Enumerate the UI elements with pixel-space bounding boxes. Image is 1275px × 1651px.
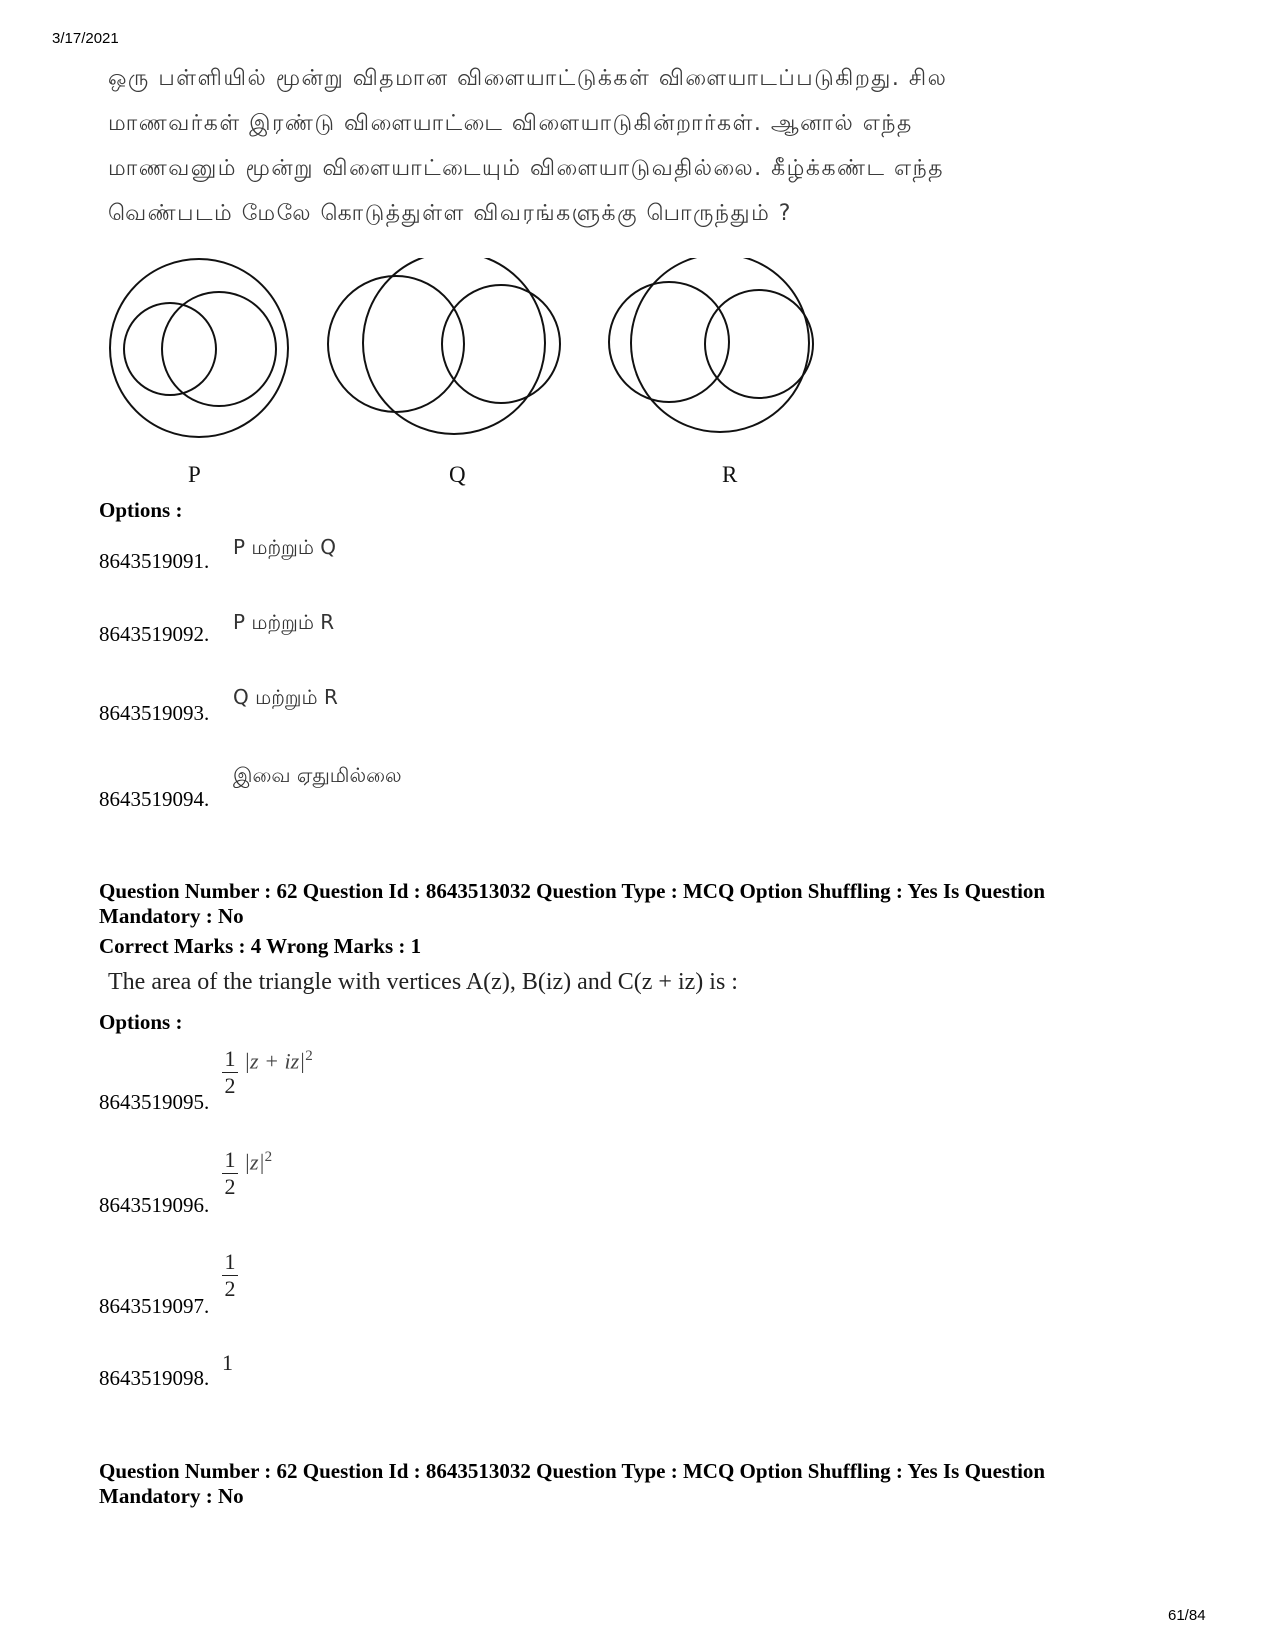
option-id: 8643519092. <box>99 622 210 646</box>
venn-r <box>609 258 813 432</box>
venn-diagrams <box>108 258 828 508</box>
venn-label-r: R <box>722 462 738 487</box>
venn-p <box>110 259 288 437</box>
option-text: Q மற்றும் R <box>233 685 338 709</box>
option-math <box>222 1249 238 1302</box>
next-question-header-line-1: Question Number : 62 Question Id : 8643513032 Question Type : MCQ Option Shuffling : Yes Is Question <box>99 1459 1046 1483</box>
options-label: Options : <box>99 498 183 522</box>
option-id: 8643519097. <box>99 1294 210 1318</box>
venn-label-p: P <box>188 462 201 487</box>
option-id: 8643519093. <box>99 701 210 725</box>
marks-info: Correct Marks : 4 Wrong Marks : 1 <box>99 934 422 958</box>
option-math: $\frac{1}{2}$ $|z|^2$ <box>222 1147 272 1200</box>
option-text: P மற்றும் R <box>233 610 335 634</box>
question-text: The area of the triangle with vertices A(z), B(iz) and C(z + iz) is : <box>108 969 738 995</box>
option-id: 8643519098. <box>99 1366 210 1390</box>
fraction: $\frac{1}{2}$ <box>222 1147 238 1200</box>
next-question-header-line-2: Mandatory : No <box>99 1484 244 1508</box>
options-label: Options : <box>99 1010 183 1034</box>
option-id: 8643519095. <box>99 1090 210 1114</box>
venn-q <box>328 258 560 434</box>
fraction: $\frac{1}{2}$ <box>222 1249 238 1302</box>
venn-label-q: Q <box>449 462 466 487</box>
question-text-line-3: மாணவனும் மூன்று விளையாட்டையும் விளையாடுவதில்லை. கீழ்க்கண்ட எந்த <box>108 156 945 181</box>
print-date: 3/17/2021 <box>52 30 119 47</box>
option-math: $\frac{1}{2}$ $|z + iz|^2$ <box>222 1046 313 1099</box>
page-number: 61/84 <box>1168 1607 1206 1624</box>
question-header-line-2: Mandatory : No <box>99 904 244 928</box>
question-text-line-1: ஒரு பள்ளியில் மூன்று விதமான விளையாட்டுக்கள் விளையாடப்படுகிறது. சில <box>108 66 948 91</box>
option-id: 8643519094. <box>99 787 210 811</box>
question-text-line-2: மாணவர்கள் இரண்டு விளையாட்டை விளையாடுகின்றார்கள். ஆனால் எந்த <box>108 111 913 136</box>
option-id: 8643519096. <box>99 1193 210 1217</box>
question-header-line-1: Question Number : 62 Question Id : 8643513032 Question Type : MCQ Option Shuffling : Yes Is Question <box>99 879 1046 903</box>
fraction: $\frac{1}{2}$ <box>222 1046 238 1099</box>
question-text-line-4: வெண்படம் மேலே கொடுத்துள்ள விவரங்களுக்கு பொருந்தும் ? <box>108 201 792 226</box>
option-id: 8643519091. <box>99 549 210 573</box>
option-text: இவை ஏதுமில்லை <box>233 763 402 787</box>
option-value: 1 <box>222 1350 233 1375</box>
option-text: P மற்றும் Q <box>233 535 337 559</box>
